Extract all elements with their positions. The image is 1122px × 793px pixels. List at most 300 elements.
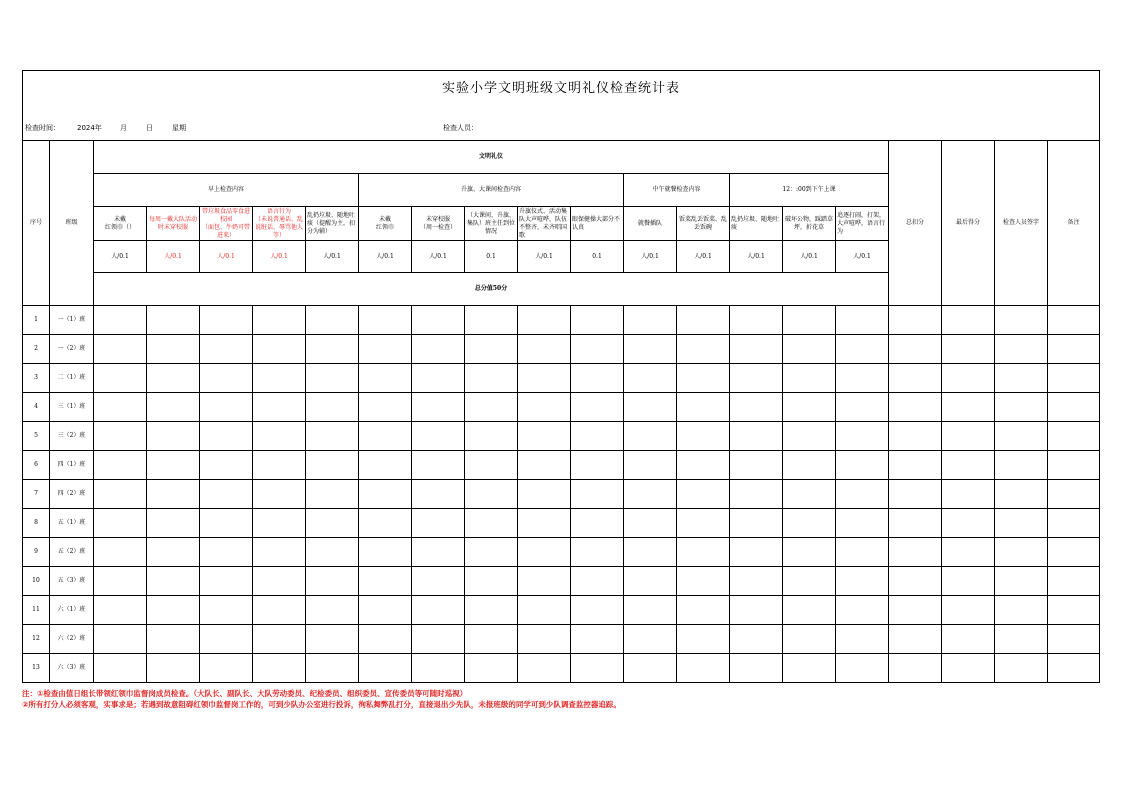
item-header: 饭菜乱丢饭菜、乱丢饭碗 [677, 207, 730, 241]
table-row [23, 509, 1100, 538]
score-cell[interactable] [942, 422, 995, 451]
score-cell[interactable] [730, 393, 783, 422]
score-cell[interactable] [306, 625, 359, 654]
score-cell[interactable] [730, 567, 783, 596]
score-cell[interactable] [677, 625, 730, 654]
score-cell[interactable] [836, 422, 889, 451]
unit-cell: 0.1 [465, 241, 518, 273]
score-cell[interactable] [306, 306, 359, 335]
row-class: 一（1）班 [50, 306, 94, 335]
weekday-label: 星期 [172, 124, 186, 132]
score-cell[interactable] [147, 306, 200, 335]
score-cell[interactable] [677, 538, 730, 567]
score-cell[interactable] [571, 625, 624, 654]
score-cell[interactable] [253, 509, 306, 538]
score-cell[interactable] [889, 364, 942, 393]
score-cell[interactable] [783, 654, 836, 683]
row-seq: 9 [23, 538, 50, 567]
score-cell[interactable] [465, 451, 518, 480]
score-cell[interactable] [624, 422, 677, 451]
row-class: 四（1）班 [50, 451, 94, 480]
score-cell[interactable] [783, 422, 836, 451]
note-2: ②所有打分人必须客观，实事求是；若遇到故意阻碍红领巾监督岗工作的，可到少队办公室进行投诉，徇私舞弊乱打分，直接退出少先队，未报班级的同学可到少队调查监控器追踪。 [22, 700, 621, 709]
unit-cell: 人/0.1 [306, 241, 359, 273]
day-label: 日 [146, 124, 153, 132]
score-cell[interactable] [94, 567, 147, 596]
score-cell[interactable] [889, 538, 942, 567]
score-cell[interactable] [518, 422, 571, 451]
score-cell[interactable] [306, 451, 359, 480]
score-cell[interactable] [465, 393, 518, 422]
score-cell[interactable] [359, 480, 412, 509]
score-cell[interactable] [624, 596, 677, 625]
score-cell[interactable] [94, 335, 147, 364]
score-cell[interactable] [359, 306, 412, 335]
score-cell[interactable] [836, 654, 889, 683]
score-cell[interactable] [889, 306, 942, 335]
score-cell[interactable] [889, 596, 942, 625]
score-cell[interactable] [995, 393, 1048, 422]
notes [22, 688, 621, 710]
score-cell[interactable] [94, 480, 147, 509]
score-cell[interactable] [571, 393, 624, 422]
score-cell[interactable] [995, 538, 1048, 567]
score-cell[interactable] [1048, 451, 1100, 480]
score-cell[interactable] [571, 509, 624, 538]
score-cell[interactable] [942, 393, 995, 422]
score-cell[interactable] [783, 509, 836, 538]
remarks-header: 备注 [1048, 141, 1100, 306]
score-cell[interactable] [359, 625, 412, 654]
score-cell[interactable] [518, 625, 571, 654]
score-cell[interactable] [200, 625, 253, 654]
unit-cell: 人/0.1 [518, 241, 571, 273]
score-cell[interactable] [1048, 596, 1100, 625]
table-row [23, 538, 1100, 567]
score-cell[interactable] [942, 567, 995, 596]
score-cell[interactable] [412, 306, 465, 335]
score-cell[interactable] [571, 335, 624, 364]
score-cell[interactable] [306, 596, 359, 625]
inspection-table [22, 140, 1100, 683]
score-cell[interactable] [624, 393, 677, 422]
score-cell[interactable] [412, 596, 465, 625]
score-cell[interactable] [677, 567, 730, 596]
score-cell[interactable] [412, 538, 465, 567]
score-cell[interactable] [836, 509, 889, 538]
score-cell[interactable] [465, 654, 518, 683]
score-cell[interactable] [518, 306, 571, 335]
score-cell[interactable] [359, 451, 412, 480]
score-cell[interactable] [942, 306, 995, 335]
score-cell[interactable] [518, 393, 571, 422]
score-cell[interactable] [200, 596, 253, 625]
score-cell[interactable] [995, 654, 1048, 683]
score-cell[interactable] [730, 538, 783, 567]
score-cell[interactable] [412, 422, 465, 451]
score-cell[interactable] [94, 654, 147, 683]
score-cell[interactable] [412, 567, 465, 596]
score-cell[interactable] [889, 654, 942, 683]
score-cell[interactable] [94, 451, 147, 480]
row-seq: 13 [23, 654, 50, 683]
score-cell[interactable] [677, 480, 730, 509]
score-cell[interactable] [94, 625, 147, 654]
score-cell[interactable] [783, 335, 836, 364]
score-cell[interactable] [200, 538, 253, 567]
score-cell[interactable] [1048, 306, 1100, 335]
page-title: 实验小学文明班级文明礼仪检查统计表 [441, 81, 680, 96]
score-cell[interactable] [147, 625, 200, 654]
score-cell[interactable] [94, 364, 147, 393]
score-cell[interactable] [200, 567, 253, 596]
score-cell[interactable] [1048, 393, 1100, 422]
score-cell[interactable] [359, 538, 412, 567]
score-cell[interactable] [995, 422, 1048, 451]
score-cell[interactable] [359, 596, 412, 625]
score-cell[interactable] [677, 306, 730, 335]
row-seq: 12 [23, 625, 50, 654]
score-cell[interactable] [1048, 654, 1100, 683]
section-morning: 早上检查内容 [94, 174, 359, 207]
item-header: 带垃圾食品零食进校园 （面包、牛奶可带进来） [200, 207, 253, 241]
score-cell[interactable] [147, 364, 200, 393]
score-cell[interactable] [200, 306, 253, 335]
score-cell[interactable] [147, 480, 200, 509]
score-cell[interactable] [624, 654, 677, 683]
score-cell[interactable] [942, 364, 995, 393]
score-cell[interactable] [147, 654, 200, 683]
score-cell[interactable] [412, 393, 465, 422]
score-cell[interactable] [995, 567, 1048, 596]
score-cell[interactable] [677, 654, 730, 683]
score-cell[interactable] [518, 596, 571, 625]
score-cell[interactable] [730, 364, 783, 393]
score-cell[interactable] [359, 567, 412, 596]
score-cell[interactable] [518, 364, 571, 393]
score-cell[interactable] [518, 654, 571, 683]
score-cell[interactable] [253, 567, 306, 596]
score-cell[interactable] [253, 596, 306, 625]
score-cell[interactable] [1048, 567, 1100, 596]
score-cell[interactable] [942, 480, 995, 509]
score-cell[interactable] [359, 364, 412, 393]
score-cell[interactable] [677, 422, 730, 451]
score-cell[interactable] [200, 509, 253, 538]
item-header: 语言行为 （未说普通话、乱说脏话、辱骂他人等） [253, 207, 306, 241]
score-cell[interactable] [465, 538, 518, 567]
score-cell[interactable] [624, 625, 677, 654]
score-cell[interactable] [253, 480, 306, 509]
row-seq: 8 [23, 509, 50, 538]
table-row [23, 335, 1100, 364]
score-cell[interactable] [1048, 422, 1100, 451]
score-cell[interactable] [306, 567, 359, 596]
score-cell[interactable] [783, 538, 836, 567]
signature-header: 检查人员签字 [995, 141, 1048, 306]
score-cell[interactable] [412, 364, 465, 393]
table-row [23, 480, 1100, 509]
score-cell[interactable] [147, 393, 200, 422]
score-cell[interactable] [836, 335, 889, 364]
score-cell[interactable] [889, 451, 942, 480]
unit-cell: 人/0.1 [147, 241, 200, 273]
score-cell[interactable] [624, 509, 677, 538]
score-cell[interactable] [518, 567, 571, 596]
score-cell[interactable] [306, 335, 359, 364]
row-seq: 2 [23, 335, 50, 364]
score-cell[interactable] [306, 509, 359, 538]
score-cell[interactable] [730, 480, 783, 509]
score-cell[interactable] [306, 538, 359, 567]
score-cell[interactable] [200, 422, 253, 451]
score-cell[interactable] [571, 451, 624, 480]
score-cell[interactable] [465, 422, 518, 451]
score-cell[interactable] [836, 567, 889, 596]
score-cell[interactable] [359, 422, 412, 451]
score-cell[interactable] [730, 625, 783, 654]
score-cell[interactable] [253, 451, 306, 480]
score-cell[interactable] [253, 393, 306, 422]
score-cell[interactable] [624, 538, 677, 567]
score-cell[interactable] [995, 364, 1048, 393]
score-cell[interactable] [94, 306, 147, 335]
score-cell[interactable] [571, 480, 624, 509]
score-cell[interactable] [1048, 480, 1100, 509]
score-cell[interactable] [942, 509, 995, 538]
score-cell[interactable] [730, 509, 783, 538]
score-cell[interactable] [995, 451, 1048, 480]
score-cell[interactable] [1048, 625, 1100, 654]
score-cell[interactable] [783, 567, 836, 596]
score-cell[interactable] [624, 480, 677, 509]
score-cell[interactable] [571, 567, 624, 596]
score-cell[interactable] [412, 625, 465, 654]
score-cell[interactable] [94, 393, 147, 422]
score-cell[interactable] [147, 567, 200, 596]
score-cell[interactable] [942, 625, 995, 654]
item-header: 乱扔垃圾、随地吐痰 [730, 207, 783, 241]
score-cell[interactable] [730, 306, 783, 335]
score-cell[interactable] [253, 654, 306, 683]
score-cell[interactable] [94, 509, 147, 538]
score-cell[interactable] [889, 480, 942, 509]
score-cell[interactable] [624, 567, 677, 596]
date-label: 检查时间： [25, 124, 60, 132]
item-header: 眼保健操大部分不认真 [571, 207, 624, 241]
score-cell[interactable] [942, 335, 995, 364]
score-cell[interactable] [518, 451, 571, 480]
unit-cell: 人/0.1 [836, 241, 889, 273]
score-cell[interactable] [624, 306, 677, 335]
score-cell[interactable] [94, 422, 147, 451]
score-cell[interactable] [677, 509, 730, 538]
score-cell[interactable] [836, 451, 889, 480]
score-cell[interactable] [200, 335, 253, 364]
score-cell[interactable] [730, 654, 783, 683]
score-cell[interactable] [518, 480, 571, 509]
score-cell[interactable] [253, 364, 306, 393]
score-cell[interactable] [465, 306, 518, 335]
score-cell[interactable] [571, 654, 624, 683]
score-cell[interactable] [412, 335, 465, 364]
score-cell[interactable] [412, 451, 465, 480]
score-cell[interactable] [624, 451, 677, 480]
row-seq: 3 [23, 364, 50, 393]
score-cell[interactable] [412, 654, 465, 683]
score-cell[interactable] [677, 596, 730, 625]
score-cell[interactable] [200, 364, 253, 393]
score-cell[interactable] [836, 306, 889, 335]
total-points: 总分值50分 [94, 273, 889, 306]
score-cell[interactable] [253, 335, 306, 364]
score-cell[interactable] [730, 335, 783, 364]
row-class: 六（2）班 [50, 625, 94, 654]
score-cell[interactable] [836, 480, 889, 509]
score-cell[interactable] [995, 596, 1048, 625]
score-cell[interactable] [465, 596, 518, 625]
score-cell[interactable] [306, 393, 359, 422]
score-cell[interactable] [836, 364, 889, 393]
score-cell[interactable] [571, 364, 624, 393]
score-cell[interactable] [147, 538, 200, 567]
score-cell[interactable] [518, 335, 571, 364]
score-cell[interactable] [306, 364, 359, 393]
score-cell[interactable] [836, 538, 889, 567]
score-cell[interactable] [359, 393, 412, 422]
score-cell[interactable] [465, 625, 518, 654]
score-cell[interactable] [730, 451, 783, 480]
score-cell[interactable] [518, 509, 571, 538]
row-class: 二（1）班 [50, 364, 94, 393]
unit-cell: 人/0.1 [94, 241, 147, 273]
score-cell[interactable] [783, 625, 836, 654]
score-cell[interactable] [306, 480, 359, 509]
table-row [23, 567, 1100, 596]
score-cell[interactable] [624, 364, 677, 393]
score-cell[interactable] [465, 567, 518, 596]
score-cell[interactable] [200, 480, 253, 509]
score-cell[interactable] [359, 335, 412, 364]
score-cell[interactable] [995, 625, 1048, 654]
score-cell[interactable] [995, 509, 1048, 538]
score-cell[interactable] [465, 480, 518, 509]
score-cell[interactable] [836, 625, 889, 654]
score-cell[interactable] [571, 596, 624, 625]
score-cell[interactable] [677, 451, 730, 480]
row-seq: 1 [23, 306, 50, 335]
score-cell[interactable] [1048, 538, 1100, 567]
score-cell[interactable] [1048, 335, 1100, 364]
unit-cell: 人/0.1 [359, 241, 412, 273]
score-cell[interactable] [889, 567, 942, 596]
score-cell[interactable] [306, 422, 359, 451]
score-cell[interactable] [571, 538, 624, 567]
unit-cell: 人/0.1 [783, 241, 836, 273]
score-cell[interactable] [147, 335, 200, 364]
score-cell[interactable] [147, 451, 200, 480]
score-cell[interactable] [783, 306, 836, 335]
table-row [23, 625, 1100, 654]
score-cell[interactable] [889, 422, 942, 451]
score-cell[interactable] [147, 509, 200, 538]
score-cell[interactable] [942, 451, 995, 480]
score-cell[interactable] [783, 451, 836, 480]
score-cell[interactable] [518, 538, 571, 567]
table-row [23, 422, 1100, 451]
item-header: 每周一戴大队活动时未穿校服 [147, 207, 200, 241]
score-cell[interactable] [783, 364, 836, 393]
score-cell[interactable] [147, 422, 200, 451]
unit-cell: 人/0.1 [730, 241, 783, 273]
row-seq: 4 [23, 393, 50, 422]
score-cell[interactable] [200, 451, 253, 480]
score-cell[interactable] [942, 538, 995, 567]
score-cell[interactable] [889, 625, 942, 654]
score-cell[interactable] [571, 306, 624, 335]
item-header: 就餐插队 [624, 207, 677, 241]
score-cell[interactable] [889, 335, 942, 364]
score-cell[interactable] [677, 393, 730, 422]
score-cell[interactable] [359, 509, 412, 538]
score-cell[interactable] [253, 422, 306, 451]
month-label: 月 [120, 124, 127, 132]
unit-cell: 人/0.1 [412, 241, 465, 273]
score-cell[interactable] [306, 654, 359, 683]
score-cell[interactable] [465, 364, 518, 393]
score-cell[interactable] [677, 335, 730, 364]
score-cell[interactable] [465, 509, 518, 538]
score-cell[interactable] [253, 625, 306, 654]
score-cell[interactable] [836, 596, 889, 625]
score-cell[interactable] [730, 422, 783, 451]
item-header: 未戴 红领巾 [359, 207, 412, 241]
score-cell[interactable] [942, 596, 995, 625]
score-cell[interactable] [1048, 364, 1100, 393]
score-cell[interactable] [253, 306, 306, 335]
score-cell[interactable] [995, 480, 1048, 509]
score-cell[interactable] [94, 538, 147, 567]
score-cell[interactable] [571, 422, 624, 451]
score-cell[interactable] [677, 364, 730, 393]
score-cell[interactable] [730, 596, 783, 625]
score-cell[interactable] [889, 393, 942, 422]
year-value: 2024年 [77, 124, 102, 132]
score-cell[interactable] [995, 335, 1048, 364]
score-cell[interactable] [147, 596, 200, 625]
row-class: 六（1）班 [50, 596, 94, 625]
score-cell[interactable] [995, 306, 1048, 335]
score-cell[interactable] [200, 393, 253, 422]
score-cell[interactable] [1048, 509, 1100, 538]
score-cell[interactable] [889, 509, 942, 538]
score-cell[interactable] [359, 654, 412, 683]
score-cell[interactable] [783, 480, 836, 509]
score-cell[interactable] [200, 654, 253, 683]
score-cell[interactable] [624, 335, 677, 364]
score-cell[interactable] [465, 335, 518, 364]
score-cell[interactable] [942, 654, 995, 683]
score-cell[interactable] [94, 596, 147, 625]
score-cell[interactable] [783, 596, 836, 625]
score-cell[interactable] [412, 509, 465, 538]
unit-cell: 人/0.1 [200, 241, 253, 273]
score-cell[interactable] [253, 538, 306, 567]
score-cell[interactable] [783, 393, 836, 422]
item-header: 乱扔垃圾、随地吐痰（提醒为主，扣分为辅） [306, 207, 359, 241]
score-cell[interactable] [412, 480, 465, 509]
score-cell[interactable] [836, 393, 889, 422]
